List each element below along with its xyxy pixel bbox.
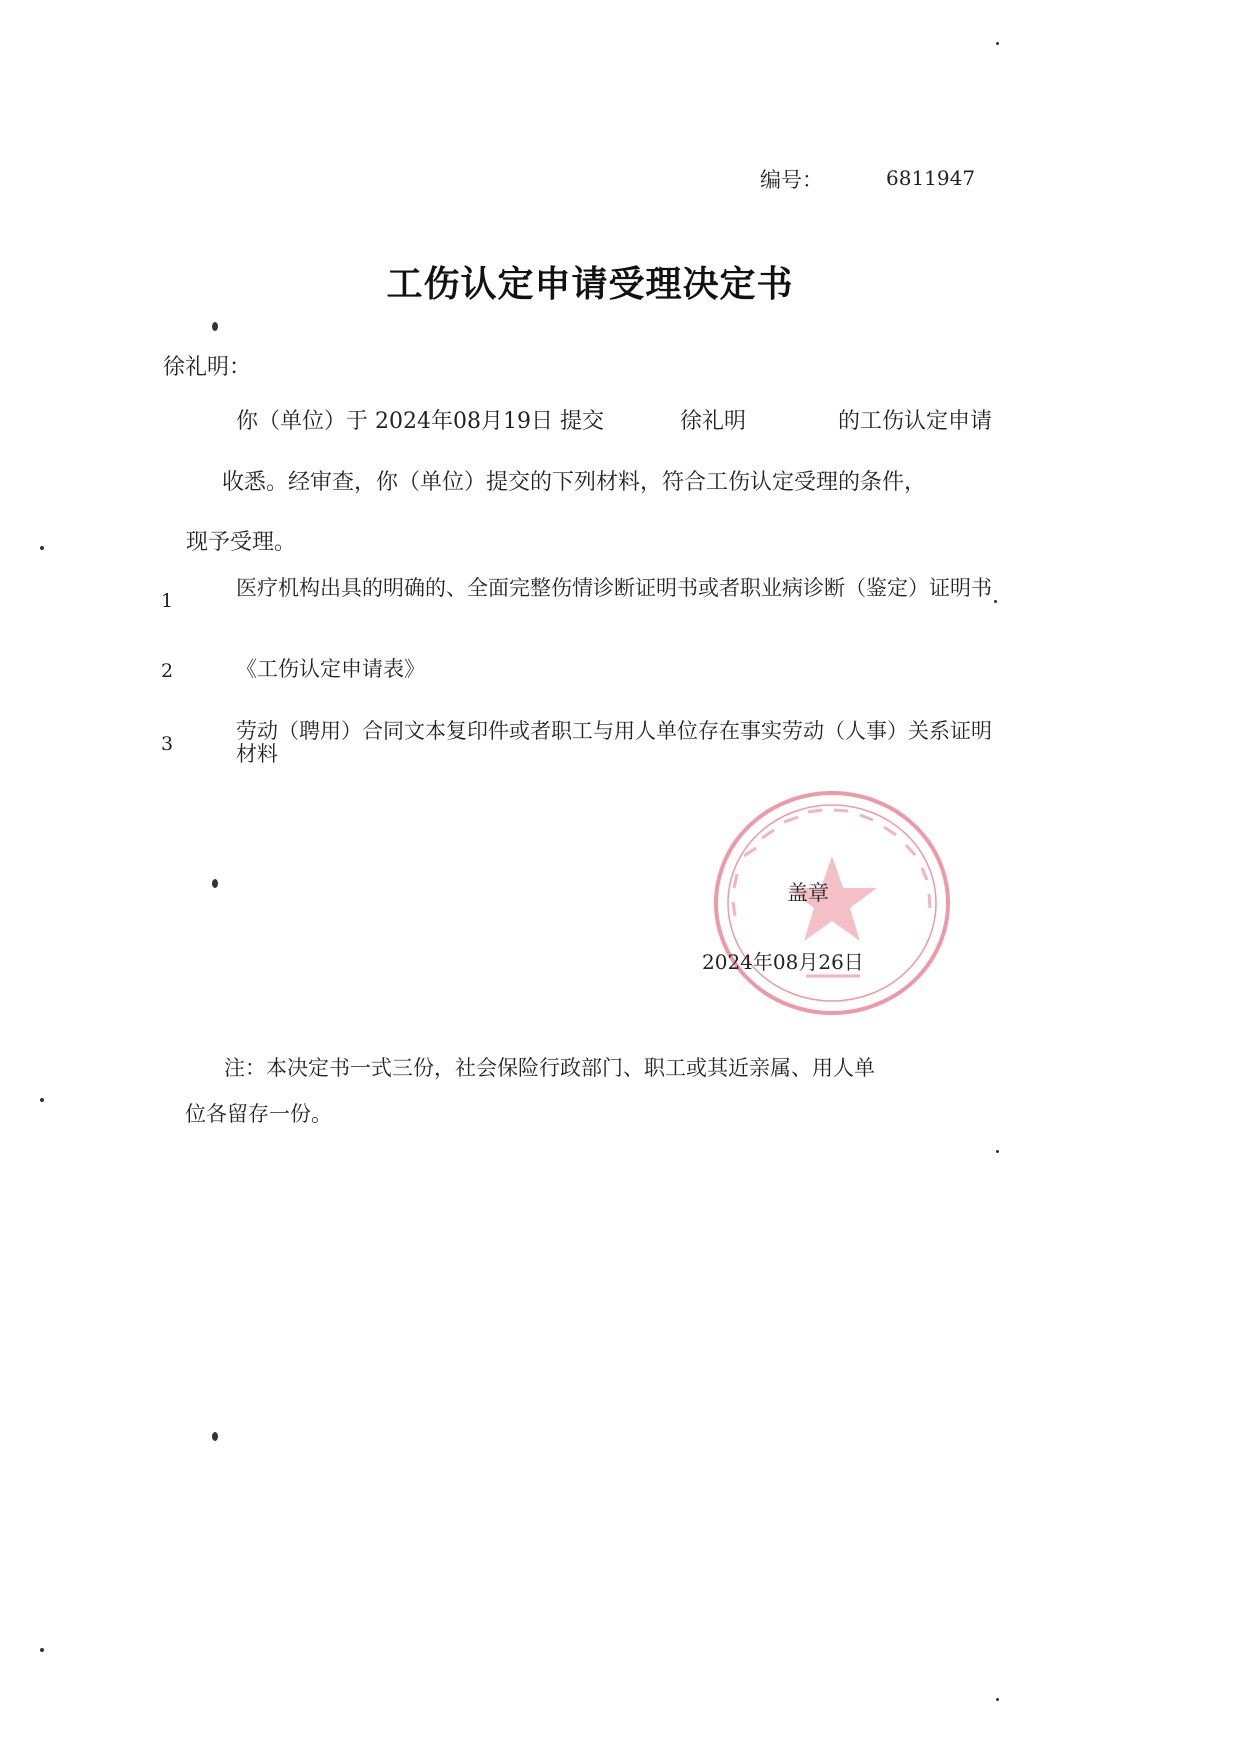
- scan-dot: [996, 1150, 999, 1153]
- note-line2: 位各留存一份。: [185, 1102, 332, 1126]
- material-number: 1: [161, 590, 174, 612]
- material-number: 2: [161, 660, 174, 682]
- scan-dot: [996, 1698, 999, 1701]
- official-seal-stamp: [710, 786, 954, 1020]
- scan-dot: [996, 42, 999, 45]
- note-line1: 注：本决定书一式三份，社会保险行政部门、职工或其近亲属、用人单: [224, 1056, 875, 1080]
- scan-dot: [40, 1098, 44, 1102]
- body-line1-applicant-name: 徐礼明: [680, 409, 747, 434]
- document-number-label: 编号：: [760, 168, 823, 192]
- binding-hole-mark: [212, 322, 218, 331]
- body-line2: 收悉。经审查，你（单位）提交的下列材料，符合工伤认定受理的条件，: [222, 470, 927, 495]
- body-line3: 现予受理。: [186, 530, 297, 555]
- body-line1-prefix: 你（单位）于 2024年08月19日 提交: [236, 409, 604, 434]
- scan-dot: [994, 600, 997, 603]
- document-number-value: 6811947: [886, 166, 976, 190]
- material-text: 劳动（聘用）合同文本复印件或者职工与用人单位存在事实劳动（人事）关系证明材料: [236, 719, 992, 766]
- material-number: 3: [161, 733, 174, 755]
- document-title: 工伤认定申请受理决定书: [386, 264, 794, 305]
- seal-label: 盖章: [787, 881, 829, 905]
- scan-dot: [40, 546, 44, 550]
- binding-hole-mark: [212, 879, 218, 888]
- salutation: 徐礼明：: [163, 355, 252, 380]
- body-line1-suffix: 的工伤认定申请: [838, 409, 993, 434]
- material-text: 《工伤认定申请表》: [236, 657, 425, 681]
- scan-dot: [40, 1648, 44, 1652]
- material-text: 医疗机构出具的明确的、全面完整伤情诊断证明书或者职业病诊断（鉴定）证明书: [236, 576, 992, 600]
- signing-date: 2024年08月26日: [702, 950, 864, 974]
- binding-hole-mark: [212, 1432, 218, 1441]
